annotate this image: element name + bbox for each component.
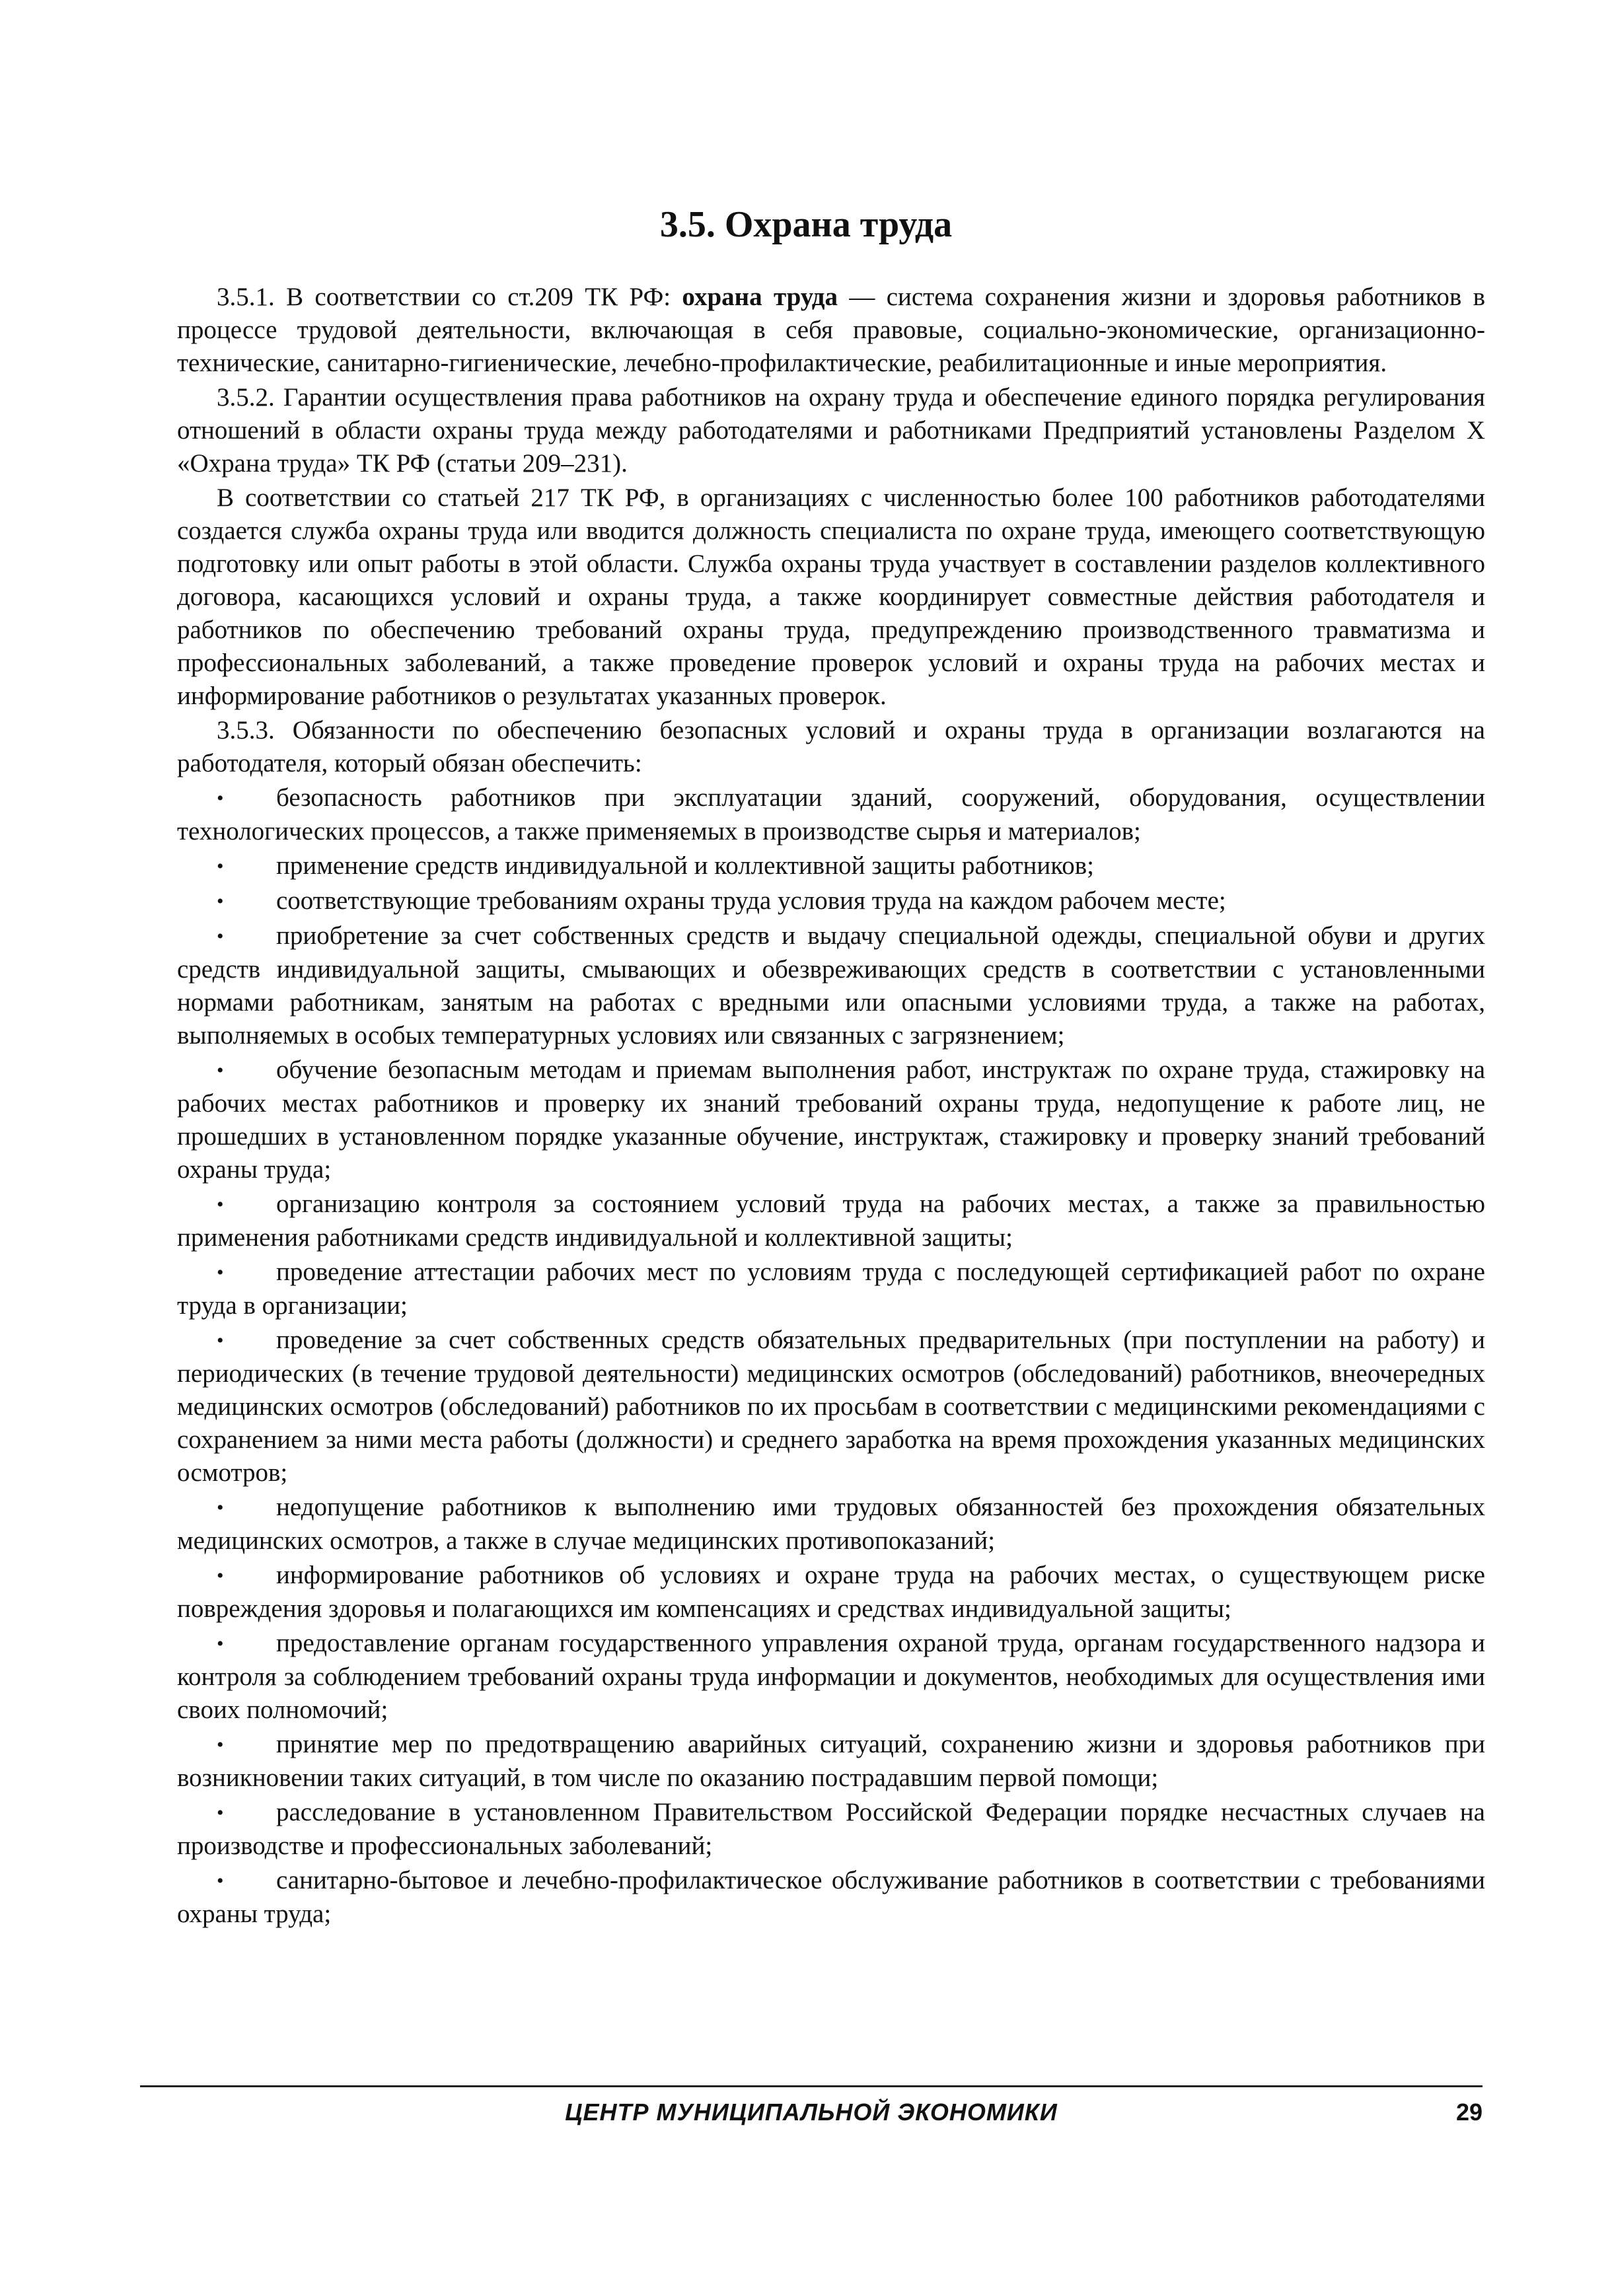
list-item-text: проведение за счет собственных средств обязательных предварительных (при поступлении на работу) и периодических (в течение трудовой деятельности) медицинских осмотров (обследований) работников, внеочередных медицинских осмотров (обследований) работников по их просьбам в соответствии с медицинскими рекомендациями с сохранением за ними места работы (должности) и среднего заработка на время прохождения указанных медицинских осмотров; [177, 1326, 1485, 1487]
footer-divider [140, 2085, 1483, 2087]
bullet-icon: • [217, 1565, 224, 1587]
bullet-icon: • [217, 1734, 224, 1756]
bullet-icon: • [217, 925, 224, 947]
bullet-icon: • [217, 1194, 224, 1215]
list-item-text: безопасность работников при эксплуатации зданий, сооружений, оборудования, осуществлении технологических процессов, а также применяемых в производстве сырья и материалов; [177, 783, 1485, 845]
list-item [177, 1054, 1485, 1186]
list-item-text: санитарно-бытовое и лечебно-профилактическое обслуживание работников в соответствии с требованиями охраны труда; [177, 1866, 1485, 1928]
list-item [177, 884, 1485, 918]
paragraph-3-5-1-lead: 3.5.1. В соответствии со ст.209 ТК РФ: [217, 283, 682, 311]
list-item [177, 781, 1485, 848]
paragraph-article-217: В соответствии со статьей 217 ТК РФ, в организациях с численностью более 100 работников работодателями создается служба охраны труда или вводится должность специалиста по охране труда, имеющего соответствующую подготовку или опыт работы в этой области. Служба охраны труда участвует в составлении разделов коллективного договора, касающихся условий и охраны труда, а также координирует совместные действия работодателя и работников по обеспечению требований охраны труда, предупреждению производственного травматизма и профессиональных заболеваний, а также проведение проверок условий и охраны труда на рабочих местах и информирование работников о результатах указанных проверок. [177, 484, 1485, 710]
body-text [177, 281, 1485, 1932]
bullet-icon: • [217, 1059, 224, 1081]
list-item [177, 1491, 1485, 1558]
list-item-text: предоставление органам государственного управления охраной труда, органам государственного надзора и контроля за соблюдением требований охраны труда информации и документов, необходимых для осуществления ими своих полномочий; [177, 1629, 1485, 1724]
bullet-icon: • [217, 1497, 224, 1519]
list-item [177, 1796, 1485, 1863]
bullet-icon: • [217, 1802, 224, 1824]
list-item-text: принятие мер по предотвращению аварийных ситуаций, сохранению жизни и здоровья работников при возникновении таких ситуаций, в том числе по оказанию пострадавшим первой помощи; [177, 1730, 1485, 1792]
list-item [177, 919, 1485, 1052]
list-item [177, 1324, 1485, 1489]
list-item-text: информирование работников об условиях и охране труда на рабочих местах, о существующем риске повреждения здоровья и полагающихся им компенсациях и средствах индивидуальной защиты; [177, 1561, 1485, 1623]
paragraph-3-5-2: 3.5.2. Гарантии осуществления права работников на охрану труда и обеспечение единого порядка регулирования отношений в области охраны труда между работодателями и работниками Предприятий установлены Разделом X «Охрана труда» ТК РФ (статьи 209–231). [177, 383, 1485, 478]
list-item-text: соответствующие требованиям охраны труда условия труда на каждом рабочем месте; [276, 886, 1226, 915]
list-item [177, 1256, 1485, 1322]
bullet-icon: • [217, 855, 224, 877]
list-item-text: применение средств индивидуальной и коллективной защиты работников; [276, 851, 1094, 880]
list-item [177, 1728, 1485, 1795]
list-item [177, 1864, 1485, 1931]
footer-organization: ЦЕНТР МУНИЦИПАЛЬНОЙ ЭКОНОМИКИ [565, 2099, 1058, 2126]
page-number: 29 [1455, 2099, 1483, 2126]
list-item [177, 1188, 1485, 1254]
employer-obligations-list [177, 781, 1485, 1931]
section-title: 3.5. Охрана труда [659, 204, 953, 245]
list-item-text: обучение безопасным методам и приемам выполнения работ, инструктаж по охране труда, стажировку на рабочих местах работников и проверку их знаний требований охраны труда, недопущение к работе лиц, не прошедших в установленном порядке указанные обучение, инструктаж, стажировку и проверку знаний требований охраны труда; [177, 1056, 1485, 1184]
list-item-text: недопущение работников к выполнению ими трудовых обязанностей без прохождения обязательных медицинских осмотров, а также в случае медицинских противопоказаний; [177, 1493, 1485, 1555]
list-item-text: расследование в установленном Правительством Российской Федерации порядке несчастных случаев на производстве и профессиональных заболеваний; [177, 1798, 1485, 1860]
term-labor-protection: охрана труда [682, 283, 838, 311]
list-item [177, 1559, 1485, 1626]
bullet-icon: • [217, 1262, 224, 1283]
paragraph-3-5-1-rest: — система сохранения жизни и здоровья работников в процессе трудовой деятельности, включающая в себя правовые, социально-экономические, организационно-технические, санитарно-гигиенические, лечебно-профилактические, реабилитационные и иные мероприятия. [177, 283, 1485, 377]
list-item [177, 849, 1485, 883]
list-item-text: приобретение за счет собственных средств и выдачу специальной одежды, специальной обуви и других средств индивидуальной защиты, смывающих и обезвреживающих средств в соответствии с установленными нормами работникам, занятым на работах с вредными или опасными условиями труда, а также на работах, выполняемых в особых температурных условиях или связанных с загрязнением; [177, 921, 1485, 1050]
list-item [177, 1627, 1485, 1727]
bullet-icon: • [217, 890, 224, 912]
bullet-icon: • [217, 1330, 224, 1351]
page-footer [140, 2093, 1483, 2132]
bullet-icon: • [217, 787, 224, 809]
list-item-text: проведение аттестации рабочих мест по условиям труда с последующей сертификацией работ по охране труда в организации; [177, 1258, 1485, 1320]
paragraph-3-5-3: 3.5.3. Обязанности по обеспечению безопасных условий и охраны труда в организации возлагаются на работодателя, который обязан обеспечить: [177, 716, 1485, 777]
bullet-icon: • [217, 1633, 224, 1655]
bullet-icon: • [217, 1870, 224, 1892]
paragraph-3-5-1 [177, 281, 1485, 380]
list-item-text: организацию контроля за состоянием условий труда на рабочих местах, а также за правильностью применения работниками средств индивидуальной и коллективной защиты; [177, 1190, 1485, 1252]
